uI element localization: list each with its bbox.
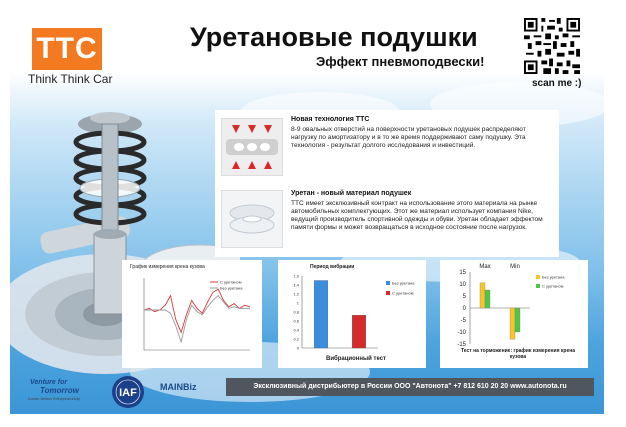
page-title: Уретановые подушки	[190, 22, 478, 52]
legend-label: Без уретана	[220, 285, 243, 291]
legend-swatch	[386, 291, 390, 295]
iaf-logo-text: IAF	[119, 387, 137, 399]
legend-label: Без уретана	[542, 274, 565, 280]
qr-label: scan me :)	[532, 78, 582, 89]
y-tick-label: 0.2	[293, 336, 299, 342]
legend-label: С уретаном	[392, 290, 414, 296]
line-chart	[122, 260, 262, 368]
legend-label: С уретаном	[220, 279, 242, 285]
chart-title: Тест на торможение: график измерения крена кузова	[460, 348, 576, 360]
y-tick-label: 0.4	[293, 327, 299, 333]
y-tick-label: 0.6	[293, 318, 299, 324]
brand-tagline: Think Think Car	[28, 72, 113, 86]
vibration-chart	[278, 260, 426, 368]
bar-1	[352, 315, 366, 348]
bar-chart	[278, 260, 426, 368]
feature-title: Уретан - новый материал подушек	[291, 190, 412, 197]
legend-label: Без уретана	[392, 280, 415, 286]
qr-code-icon[interactable]	[524, 18, 580, 74]
chart-title: Период вибрации	[310, 264, 355, 270]
feature-text: 8-9 овальных отверстий на поверхности уретановых подушек распределяют нагрузку по амортизатору и в то же время поддерживают саму подушку. Эта технология - результат долгого исследования и инвестиций.	[291, 126, 526, 149]
partner-logos	[10, 372, 240, 414]
y-tick-label: -5	[460, 318, 466, 324]
y-tick-label: 1.2	[293, 291, 299, 297]
mainbiz-logo-text: MAINBiz	[160, 382, 197, 392]
bar-0-1	[485, 290, 490, 308]
legend-swatch	[386, 281, 390, 285]
body-roll-chart	[122, 260, 262, 368]
y-tick-label: 0.8	[293, 309, 299, 315]
chart-title: График измерения крена кузова	[130, 264, 205, 270]
y-tick-label: 15	[459, 270, 466, 276]
legend-label: С уретаном	[542, 283, 564, 289]
venture-logo-text: Korean Venture Entrepreneurship	[28, 397, 81, 401]
series-line-0	[144, 289, 250, 332]
chart-xlabel: Вибрационный тест	[326, 356, 386, 362]
venture-logo-text: Tomorrow	[40, 386, 79, 395]
feature-title: Новая технология TTC	[291, 116, 370, 123]
y-tick-label: 1.4	[293, 282, 299, 288]
bar-0	[314, 281, 328, 349]
y-tick-label: -15	[457, 342, 466, 348]
page-subtitle: Эффект пневмоподвески!	[316, 54, 485, 69]
brand-logo: TTC	[32, 28, 102, 70]
y-tick-label: 5	[462, 294, 466, 300]
venture-logo-text: Venture for	[30, 379, 68, 386]
cushion-cross-section-thumbnail	[221, 118, 283, 176]
legend-swatch	[536, 275, 540, 279]
series-line-1	[144, 296, 250, 342]
feature-text: TTC имеет эксклюзивный контракт на использование этого материала на рынке автомобильных комплектующих. Этот же материал использует компания Nike, ведущий производитель спортивной одежды и обуви. Уретан обладает эффектом памяти формы и может возвращаться в исходное состояние после нагрузок.	[291, 200, 543, 231]
legend-swatch	[536, 284, 540, 288]
footer-distributor: Эксклюзивный дистрибьютер в России ООО "Автонота" +7 812 610 20 20 www.autonota.ru	[226, 378, 594, 396]
bar-1-1	[515, 308, 520, 332]
info-panel	[215, 110, 559, 257]
urethane-cushion-thumbnail	[221, 190, 283, 248]
y-tick-label: -10	[457, 330, 466, 336]
category-label: Min	[510, 264, 520, 270]
y-tick-label: 1.6	[293, 273, 299, 279]
y-tick-label: 0	[296, 345, 299, 351]
bar-1-0	[510, 308, 515, 339]
y-tick-label: 0	[462, 306, 466, 312]
grouped-bar-chart	[440, 260, 588, 368]
braking-chart	[440, 260, 588, 368]
poster	[10, 12, 604, 414]
category-label: Max	[479, 264, 491, 270]
y-tick-label: 10	[459, 282, 466, 288]
y-tick-label: 1	[296, 300, 299, 306]
bar-0-0	[480, 283, 485, 308]
